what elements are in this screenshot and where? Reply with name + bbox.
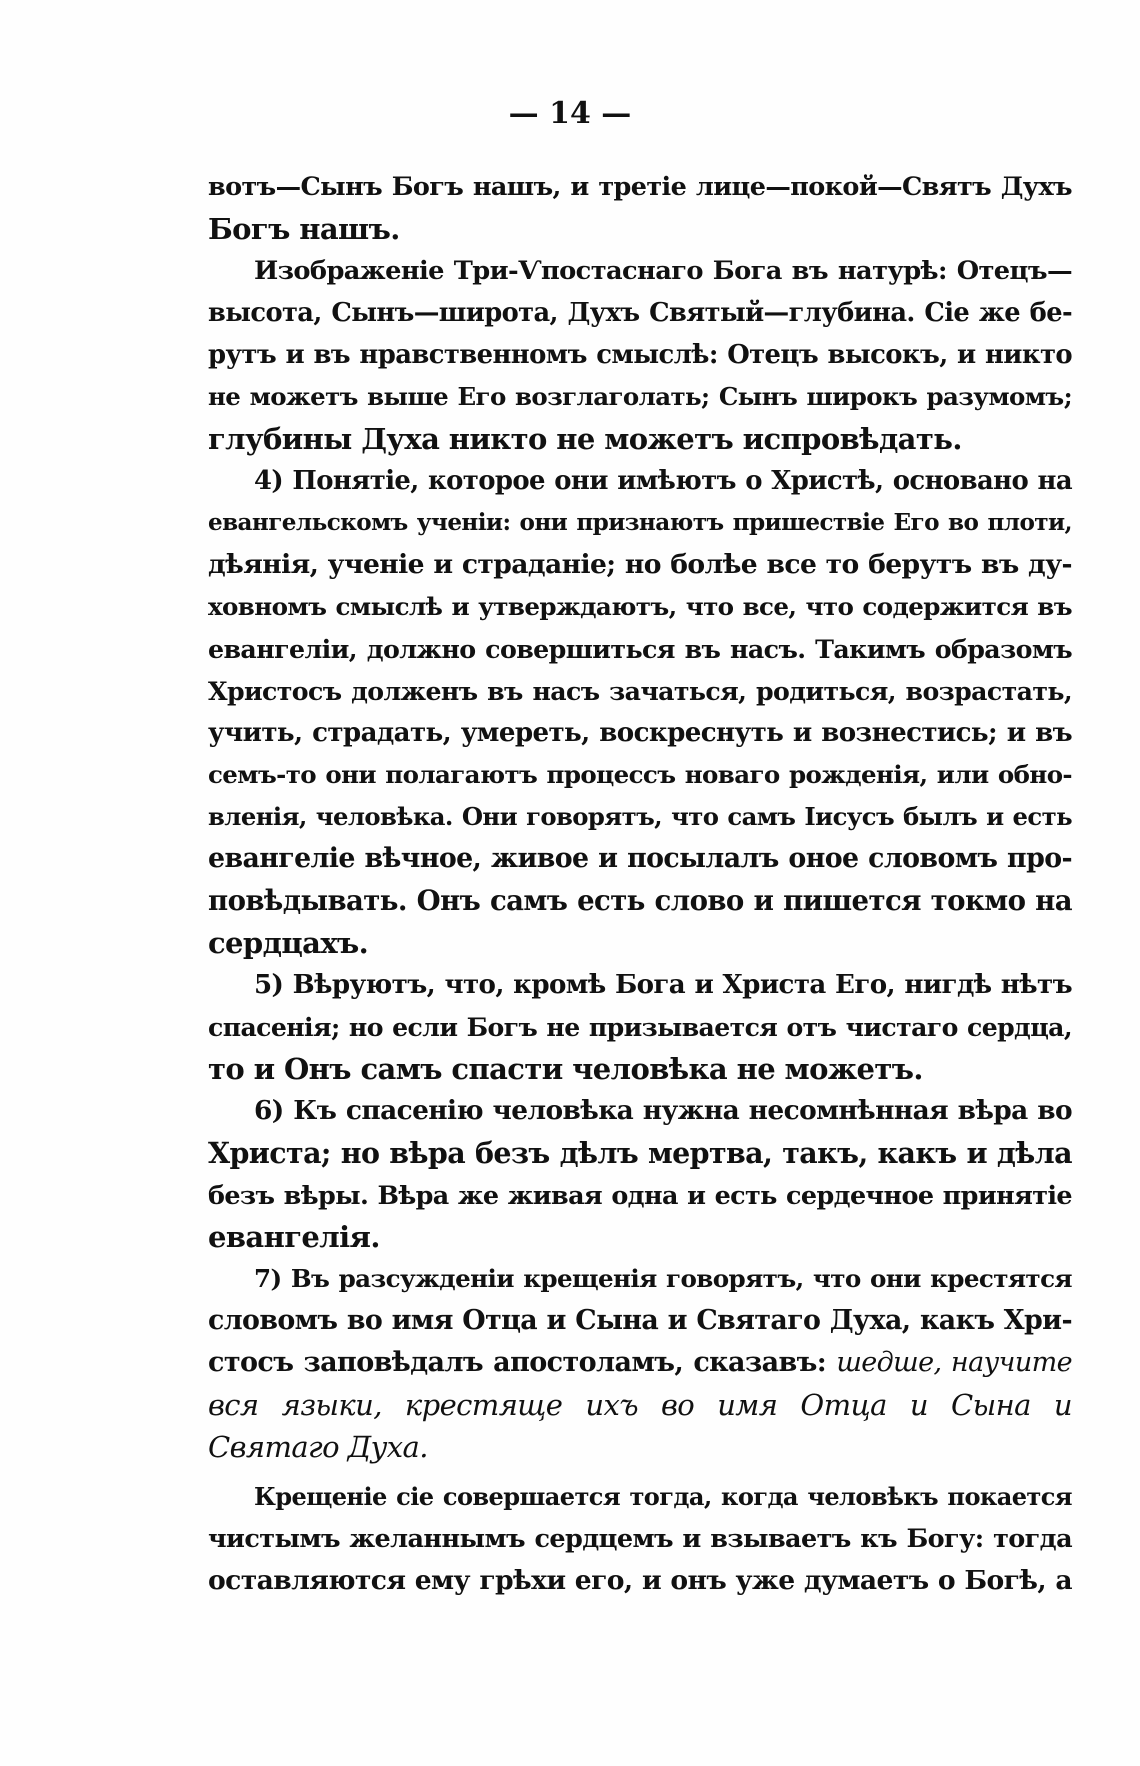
text-line: вленія, человѣка. Они говорятъ, что самъ Іисусъ былъ и есть xyxy=(208,802,1072,831)
text-line: семъ-то они полагаютъ процессъ новаго рожденія, или обно- xyxy=(208,760,1072,789)
italic-quote-line: вся языки, крестяще ихъ во имя Отца и Сына и xyxy=(208,1388,1072,1422)
text-line: то и Онъ самъ спасти человѣка не можетъ. xyxy=(208,1052,923,1086)
text-line: евангеліи, должно совершиться въ насъ. Такимъ образомъ xyxy=(208,634,1072,664)
text-line: 6) Къ спасенію человѣка нужна несомнѣнная вѣра во xyxy=(254,1095,1072,1126)
text-segment: стосъ заповѣдалъ апостоламъ, сказавъ: xyxy=(208,1347,837,1378)
text-line: 7) Въ разсужденіи крещенія говорятъ, что они крестятся xyxy=(254,1264,1072,1293)
text-line: дѣянія, ученіе и страданіе; но болѣе все то берутъ въ ду- xyxy=(208,549,1072,580)
text-line xyxy=(208,1342,1072,1384)
text-line: Богъ нашъ. xyxy=(208,212,400,246)
text-line: чистымъ желаннымъ сердцемъ и взываетъ къ Богу: тогда xyxy=(208,1524,1072,1554)
text-line: Крещеніе сіе совершается тогда, когда человѣкъ покается xyxy=(254,1482,1072,1511)
text-line: 5) Вѣруютъ, что, кромѣ Бога и Христа Его, нигдѣ нѣтъ xyxy=(254,970,1072,1000)
text-line: спасенія; но если Богъ не призывается отъ чистаго сердца, xyxy=(208,1012,1072,1042)
text-line: ховномъ смыслѣ и утверждаютъ, что все, что содержится въ xyxy=(208,592,1072,621)
text-line: сердцахъ. xyxy=(208,926,369,960)
text-line: учить, страдать, умереть, воскреснуть и вознестись; и въ xyxy=(208,718,1072,748)
text-line: словомъ во имя Отца и Сына и Святаго Духа, какъ Хри- xyxy=(208,1305,1072,1336)
text-line: оставляются ему грѣхи его, и онъ уже думаетъ о Богѣ, а xyxy=(208,1565,1072,1596)
text-line: 4) Понятіе, которое они имѣютъ о Христѣ, основано на xyxy=(254,466,1072,496)
text-line: повѣдывать. Онъ самъ есть слово и пишется токмо на xyxy=(208,884,1072,917)
text-line: евангелія. xyxy=(208,1220,380,1254)
paragraph-gap xyxy=(208,1468,1072,1476)
text-line: евангельскомъ ученіи: они признаютъ пришествіе Его во плоти, xyxy=(208,509,1072,536)
italic-quote: шедше, научите xyxy=(836,1347,1072,1378)
text-line: глубины Духа никто не можетъ испровѣдать. xyxy=(208,422,962,456)
text-line: не можетъ выше Его возглаголать; Сынъ широкъ разумомъ; xyxy=(208,382,1072,411)
body-text xyxy=(208,166,1072,1602)
text-line: евангеліе вѣчное, живое и посылалъ оное словомъ про- xyxy=(208,843,1072,874)
text-line: Христа; но вѣра безъ дѣлъ мертва, такъ, какъ и дѣла xyxy=(208,1136,1072,1170)
text-line: Изображеніе Три-Ѵпостаснаго Бога въ натурѣ: Отецъ— xyxy=(254,256,1072,286)
text-line: Христосъ долженъ въ насъ зачаться, родиться, возрастать, xyxy=(208,676,1072,706)
text-line: рутъ и въ нравственномъ смыслѣ: Отецъ высокъ, и никто xyxy=(208,340,1072,370)
italic-quote-line: Святаго Духа. xyxy=(208,1430,428,1464)
text-line: высота, Сынъ—широта, Духъ Святый—глубина. Сіе же бе- xyxy=(208,298,1072,328)
text-line: безъ вѣры. Вѣра же живая одна и есть сердечное принятіе xyxy=(208,1180,1072,1210)
text-line: вотъ—Сынъ Богъ нашъ, и третіе лице—покой—Святъ Духъ xyxy=(208,172,1072,202)
page-number: — 14 — xyxy=(508,96,632,131)
